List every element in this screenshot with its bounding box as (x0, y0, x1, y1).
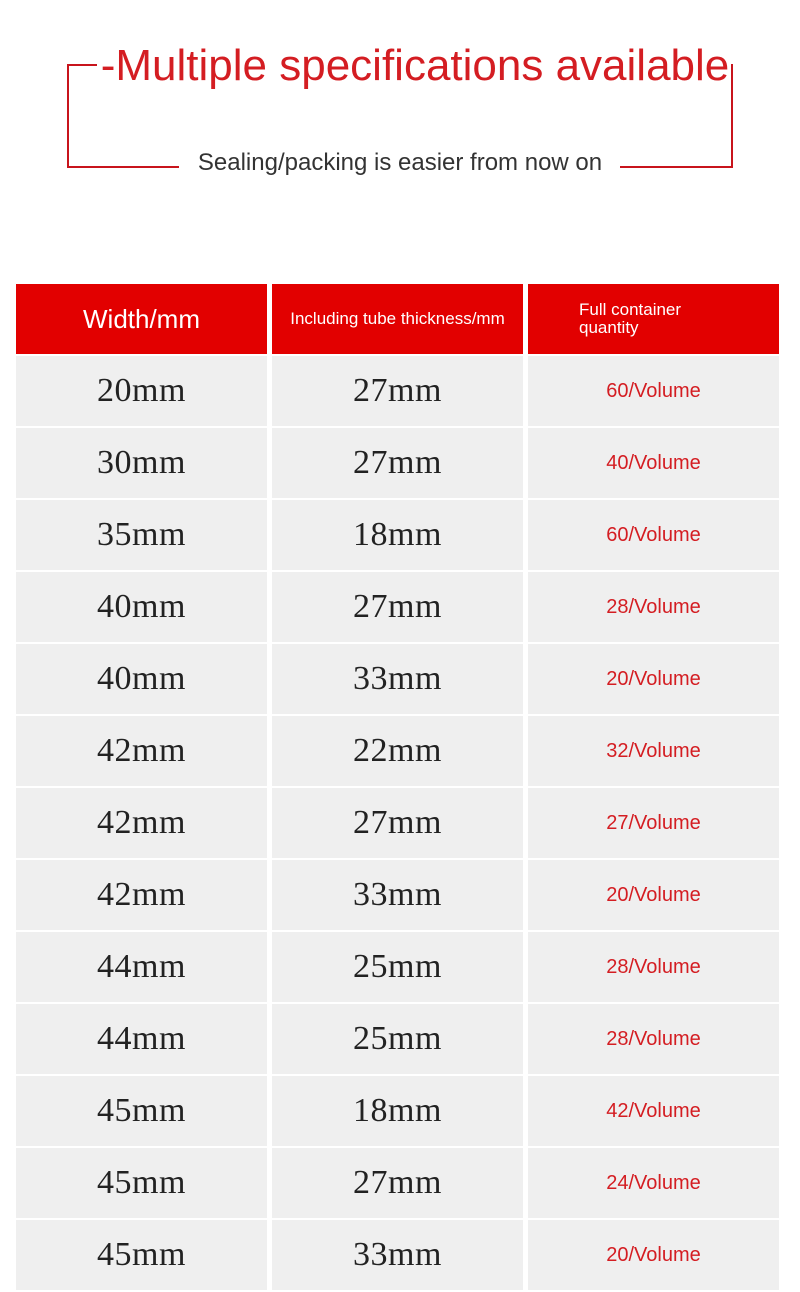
cell-quantity-value: 40/Volume (606, 451, 701, 474)
spec-table (16, 284, 780, 1292)
table-row (16, 1220, 780, 1290)
cell-thickness-value: 27mm (353, 1164, 442, 1201)
cell-width (16, 644, 267, 714)
column-header-thickness: Including tube thickness/mm (272, 284, 523, 354)
cell-quantity (528, 356, 779, 426)
column-header-width: Width/mm (16, 284, 267, 354)
cell-thickness-value: 25mm (353, 948, 442, 985)
cell-quantity (528, 716, 779, 786)
table-row (16, 428, 780, 498)
cell-width-value: 45mm (97, 1164, 186, 1201)
cell-thickness (272, 356, 523, 426)
cell-quantity (528, 1220, 779, 1290)
cell-thickness-value: 33mm (353, 660, 442, 697)
cell-quantity (528, 572, 779, 642)
cell-thickness (272, 788, 523, 858)
cell-thickness-value: 27mm (353, 372, 442, 409)
cell-quantity (528, 1148, 779, 1218)
cell-thickness-value: 18mm (353, 516, 442, 553)
cell-width-value: 40mm (97, 588, 186, 625)
cell-width-value: 35mm (97, 516, 186, 553)
cell-thickness-value: 18mm (353, 1092, 442, 1129)
cell-width (16, 1220, 267, 1290)
cell-width-value: 45mm (97, 1236, 186, 1273)
cell-thickness (272, 644, 523, 714)
table-row (16, 1004, 780, 1074)
cell-width (16, 1148, 267, 1218)
table-row (16, 500, 780, 570)
cell-thickness (272, 500, 523, 570)
cell-width-value: 44mm (97, 1020, 186, 1057)
cell-width (16, 428, 267, 498)
table-row (16, 932, 780, 1002)
cell-width (16, 932, 267, 1002)
table-header-row (16, 284, 780, 354)
cell-thickness-value: 27mm (353, 588, 442, 625)
cell-quantity-value: 20/Volume (606, 1243, 701, 1266)
column-header-quantity-label: Full container quantity (579, 300, 682, 337)
cell-width-value: 42mm (97, 732, 186, 769)
cell-width (16, 788, 267, 858)
cell-width-value: 20mm (97, 372, 186, 409)
cell-thickness (272, 932, 523, 1002)
table-row (16, 716, 780, 786)
cell-quantity (528, 428, 779, 498)
cell-quantity-value: 60/Volume (606, 523, 701, 546)
cell-quantity (528, 860, 779, 930)
cell-quantity-value: 24/Volume (606, 1171, 701, 1194)
cell-width (16, 500, 267, 570)
cell-quantity (528, 1076, 779, 1146)
cell-thickness (272, 1076, 523, 1146)
cell-thickness (272, 572, 523, 642)
cell-thickness (272, 1220, 523, 1290)
cell-width (16, 1076, 267, 1146)
cell-thickness (272, 1004, 523, 1074)
cell-quantity (528, 788, 779, 858)
cell-quantity (528, 1004, 779, 1074)
cell-quantity-value: 60/Volume (606, 379, 701, 402)
header-section (0, 0, 800, 260)
cell-quantity-value: 28/Volume (606, 955, 701, 978)
cell-width (16, 356, 267, 426)
cell-quantity (528, 500, 779, 570)
cell-thickness-value: 27mm (353, 804, 442, 841)
cell-quantity-value: 20/Volume (606, 883, 701, 906)
cell-thickness (272, 860, 523, 930)
cell-thickness (272, 428, 523, 498)
cell-thickness (272, 1148, 523, 1218)
table-row (16, 356, 780, 426)
cell-thickness-value: 33mm (353, 1236, 442, 1273)
table-row (16, 572, 780, 642)
cell-width (16, 716, 267, 786)
cell-quantity-value: 20/Volume (606, 667, 701, 690)
table-row (16, 788, 780, 858)
cell-thickness-value: 27mm (353, 444, 442, 481)
cell-width (16, 1004, 267, 1074)
cell-thickness-value: 33mm (353, 876, 442, 913)
cell-quantity-value: 28/Volume (606, 1027, 701, 1050)
cell-width-value: 42mm (97, 804, 186, 841)
column-header-quantity (528, 284, 779, 354)
cell-width-value: 45mm (97, 1092, 186, 1129)
cell-quantity (528, 644, 779, 714)
page-title: -Multiple specifications available (100, 41, 730, 90)
cell-width-value: 42mm (97, 876, 186, 913)
cell-thickness-value: 25mm (353, 1020, 442, 1057)
cell-quantity (528, 932, 779, 1002)
cell-quantity-value: 27/Volume (606, 811, 701, 834)
cell-thickness (272, 716, 523, 786)
table-body (16, 356, 780, 1290)
cell-thickness-value: 22mm (353, 732, 442, 769)
cell-quantity-value: 32/Volume (606, 739, 701, 762)
cell-quantity-value: 28/Volume (606, 595, 701, 618)
cell-width-value: 30mm (97, 444, 186, 481)
table-row (16, 1076, 780, 1146)
cell-width (16, 572, 267, 642)
table-row (16, 644, 780, 714)
cell-width-value: 40mm (97, 660, 186, 697)
page-subtitle: Sealing/packing is easier from now on (197, 149, 603, 176)
cell-width-value: 44mm (97, 948, 186, 985)
table-row (16, 860, 780, 930)
cell-quantity-value: 42/Volume (606, 1099, 701, 1122)
table-row (16, 1148, 780, 1218)
cell-width (16, 860, 267, 930)
